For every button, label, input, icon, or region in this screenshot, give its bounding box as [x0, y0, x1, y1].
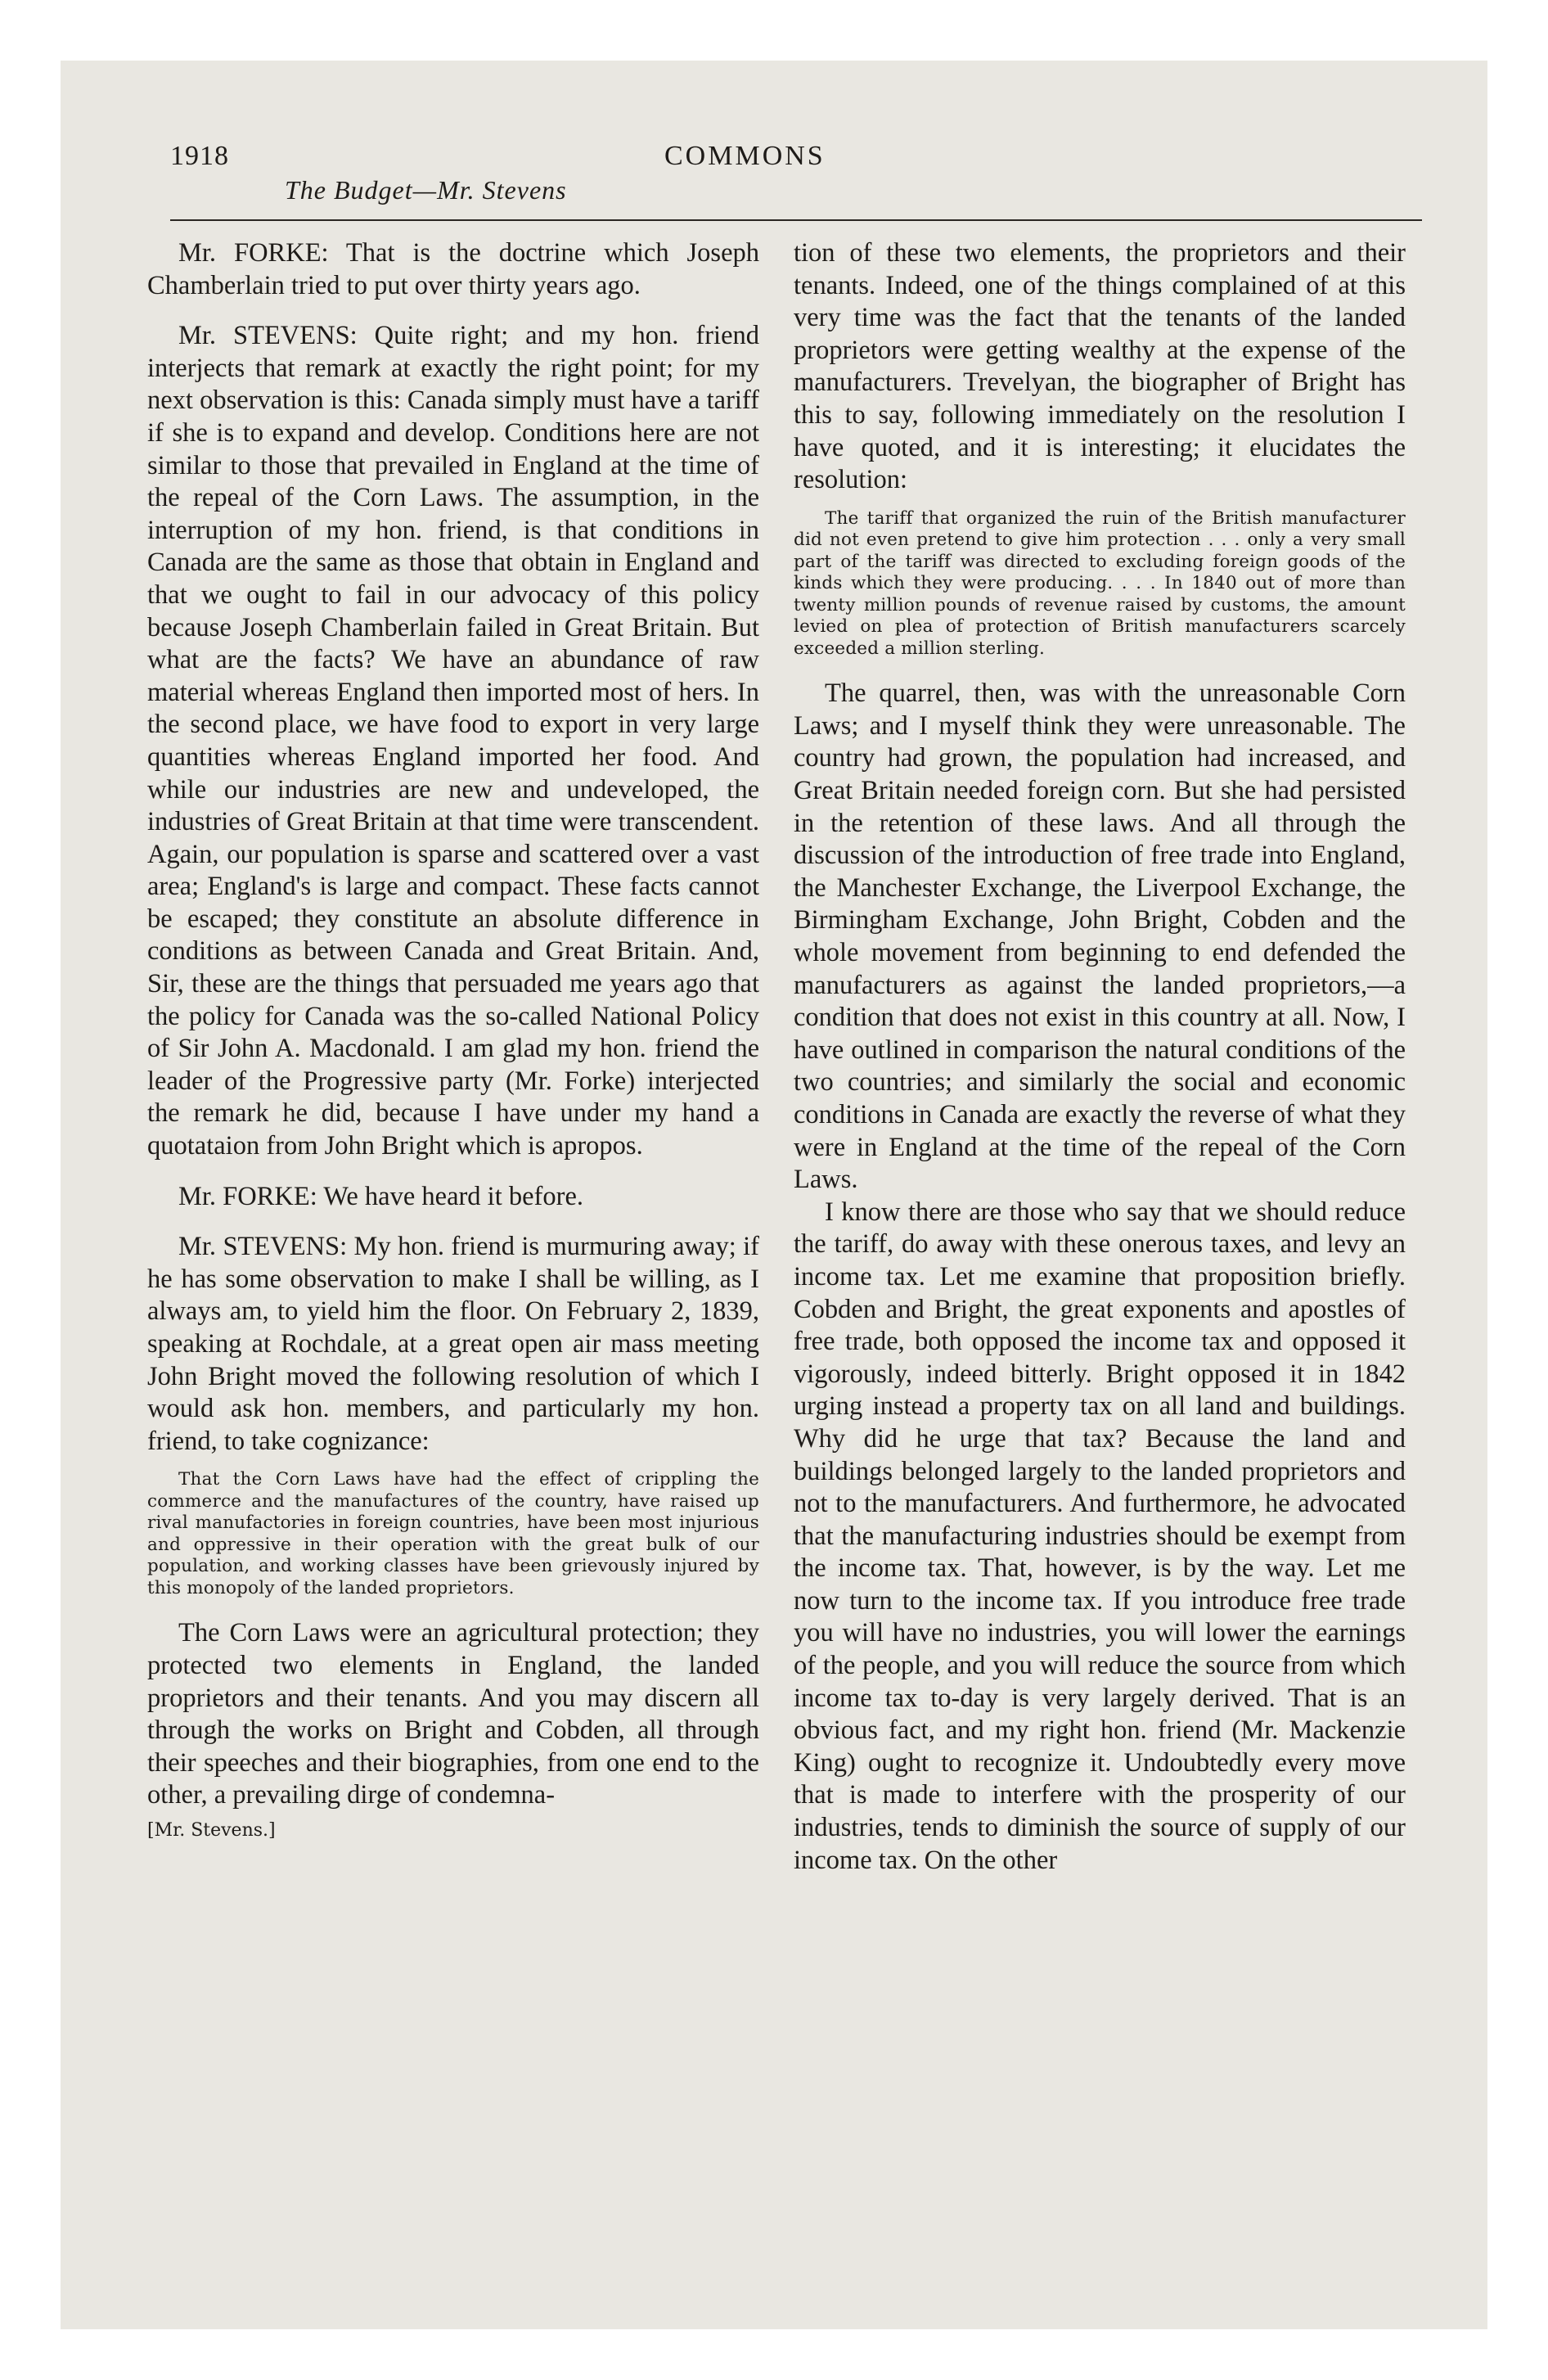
running-title: The Budget—Mr. Stevens — [285, 175, 567, 205]
paragraph: The Corn Laws were an agricultural protection; they protected two elements in England, the landed proprietors and their tenants. And you may discern all through the works on Bright and Cobden, all through their speeches and their biographies, from one end to the other, a prevailing dirge of condemna- — [147, 1618, 759, 1810]
right-column — [794, 237, 1406, 1877]
block-quote: The tariff that organized the ruin of the British manufacturer did not even pretend to give him protection . . . only a very small part of the tariff was directed to excluding foreign goods of the kinds which they were producing. . . . In 1840 out of more than twenty million pounds of revenue raised by customs, the amount levied on plea of protection of British manufacturers scarcely exceeded a million sterling. — [794, 507, 1406, 659]
paragraph: I know there are those who say that we should reduce the tariff, do away with these onerous taxes, and levy an income tax. Let me examine that proposition briefly. Cobden and Bright, the great exponents and apostles of free trade, both opposed the income tax and opposed it vigorously, indeed bitterly. Bright opposed it in 1842 urging instead a property tax on all land and buildings. Why did he urge that tax? Because the land and buildings belonged largely to the landed proprietors and not to the manufacturers. And furthermore, he advocated that the manufacturing industries should be exempt from the income tax. That, however, is by the way. Let me now turn to the income tax. If you introduce free trade you will have no industries, you will lower the earnings of the people, and you will reduce the source from which income tax to-day is very largely derived. That is an obvious fact, and my right hon. friend (Mr. Mackenzie King) ought to recognize it. Undoubtedly every move that is made to interfere with the prosperity of our industries, tends to diminish the source of supply of our income tax. On the other — [794, 1197, 1406, 1875]
page-number: 1918 — [170, 141, 229, 171]
block-quote: That the Corn Laws have had the effect of crippling the commerce and the manufactures of the country, have raised up rival manufactories in foreign countries, have been most injurious and oppressive in their operation with the great bulk of our population, and working classes have been grievously injured by this monopoly of the landed proprietors. — [147, 1469, 759, 1598]
paragraph: Mr. STEVENS: My hon. friend is murmuring away; if he has some observation to make I shall be willing, as I always am, to yield him the floor. On February 2, 1839, speaking at Rochdale, at a great open air mass meeting John Bright moved the following resolution of which I would ask hon. members, and particularly my hon. friend, to take cognizance: — [147, 1232, 759, 1456]
paragraph: Mr. FORKE: That is the doctrine which Joseph Chamberlain tried to put over thirty years ago. — [147, 238, 759, 300]
paragraph: tion of these two elements, the proprietors and their tenants. Indeed, one of the things complained of at this very time was the fact that the tenants of the landed proprietors were getting wealthy at the expense of the manufacturers. Trevelyan, the biographer of Bright has this to say, following immediately on the resolution I have quoted, and it is interesting; it elucidates the resolution: — [794, 238, 1406, 495]
page-header — [170, 141, 1422, 214]
house-name: COMMONS — [664, 141, 826, 171]
left-column — [147, 237, 759, 1841]
paragraph: Mr. STEVENS: Quite right; and my hon. friend interjects that remark at exactly the right point; for my next observation is this: Canada simply must have a tariff if she is to expand and develop. Conditions here are not similar to those that prevailed in England at the time of the repeal of the Corn Laws. The assumption, in the interruption of my hon. friend, is that conditions in Canada are the same as those that obtain in England and that we ought to fail in our advocacy of this policy because Joseph Chamberlain failed in Great Britain. But what are the facts? We have an abundance of raw material whereas England then imported most of hers. In the second place, we have food to export in very large quantities whereas England imported her food. And while our industries are new and undeveloped, the industries of Great Britain at that time were transcendent. Again, our population is sparse and scattered over a vast area; England's is large and compact. These facts cannot be escaped; they constitute an absolute difference in conditions as between Canada and Great Britain. And, Sir, these are the things that persuaded me years ago that the policy for Canada was the so-called National Policy of Sir John A. Macdonald. I am glad my hon. friend the leader of the Progressive party (Mr. Forke) interjected the remark he did, because I have under my hand a quotataion from John Bright which is apropos. — [147, 321, 759, 1161]
paragraph: Mr. FORKE: We have heard it before. — [178, 1181, 583, 1211]
speaker-tag: [Mr. Stevens.] — [147, 1819, 276, 1841]
paragraph: The quarrel, then, was with the unreasonable Corn Laws; and I myself think they were unreasonable. The country had grown, the population had increased, and Great Britain needed foreign corn. But she had persisted in the retention of these laws. And all through the discussion of the introduction of free trade into England, the Manchester Exchange, the Liverpool Exchange, the Birmingham Exchange, John Bright, Cobden and the whole movement from beginning to end defended the manufacturers as against the landed proprietors,—a condition that does not exist in this country at all. Now, I have outlined in comparison the natural conditions of the two countries; and similarly the social and economic conditions in Canada are exactly the reverse of what they were in England at the time of the repeal of the Corn Laws. — [794, 678, 1406, 1195]
header-rule — [170, 219, 1422, 221]
